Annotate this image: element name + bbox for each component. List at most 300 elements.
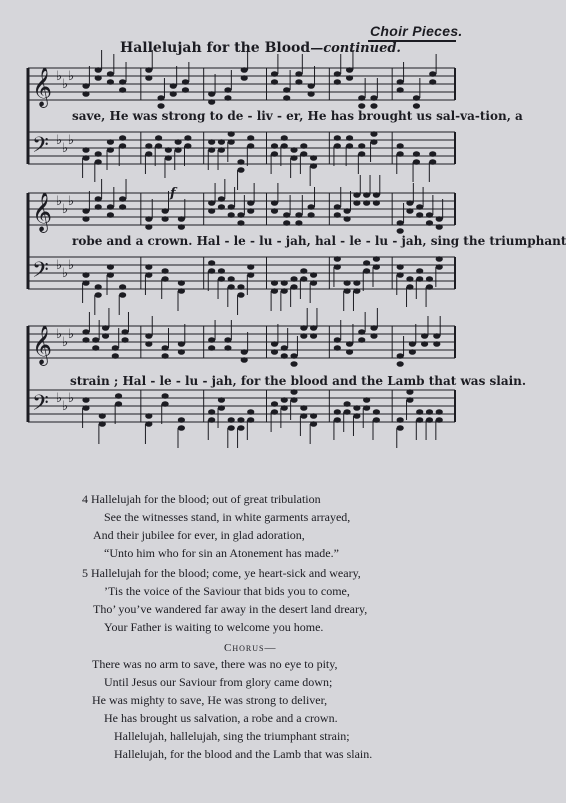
note-head xyxy=(406,276,413,282)
note-head xyxy=(429,159,436,165)
note-head xyxy=(165,155,172,161)
note-head xyxy=(281,405,288,411)
note-head xyxy=(334,143,341,149)
note-head xyxy=(107,139,114,145)
note-head xyxy=(155,135,162,141)
note-head xyxy=(247,208,254,214)
note-head xyxy=(162,268,169,274)
note-head xyxy=(119,135,126,141)
note-head xyxy=(353,413,360,419)
note-head xyxy=(416,409,423,415)
note-head xyxy=(300,143,307,149)
note-head xyxy=(334,135,341,141)
note-head xyxy=(310,333,317,339)
note-head xyxy=(370,333,377,339)
note-head xyxy=(281,353,288,359)
note-head xyxy=(82,329,89,335)
note-head xyxy=(334,212,341,218)
note-head xyxy=(421,341,428,347)
hymn-title-suffix: —continued. xyxy=(310,41,401,56)
note-head xyxy=(145,264,152,270)
note-head xyxy=(334,337,341,343)
note-head xyxy=(119,284,126,290)
note-head xyxy=(310,163,317,169)
flat-icon: ♭ xyxy=(56,391,63,406)
note-head xyxy=(92,337,99,343)
note-head xyxy=(162,216,169,222)
note-head xyxy=(409,341,416,347)
note-head xyxy=(373,264,380,270)
note-head xyxy=(237,417,244,423)
bass-clef-icon: 𝄢 xyxy=(32,258,49,288)
note-head xyxy=(373,417,380,423)
note-head xyxy=(363,200,370,206)
note-head xyxy=(115,393,122,399)
music-lyric-line-3: strain ; Hal - le - lu - jah, for the blood and the Lamb that was slain. xyxy=(70,374,527,388)
note-head xyxy=(182,87,189,93)
note-head xyxy=(247,143,254,149)
note-head xyxy=(436,256,443,262)
note-head xyxy=(237,292,244,298)
note-head xyxy=(373,256,380,262)
note-head xyxy=(413,103,420,109)
note-head xyxy=(433,341,440,347)
note-head xyxy=(397,228,404,234)
note-head xyxy=(247,272,254,278)
note-head xyxy=(358,95,365,101)
note-head xyxy=(208,147,215,153)
note-head xyxy=(370,139,377,145)
note-head xyxy=(82,272,89,278)
note-head xyxy=(112,345,119,351)
note-head xyxy=(247,135,254,141)
note-head xyxy=(426,284,433,290)
note-head xyxy=(157,103,164,109)
note-head xyxy=(358,337,365,343)
note-head xyxy=(436,264,443,270)
note-head xyxy=(82,405,89,411)
note-head xyxy=(145,413,152,419)
note-head xyxy=(82,208,89,214)
note-head xyxy=(429,79,436,85)
note-head xyxy=(300,333,307,339)
note-head xyxy=(224,345,231,351)
note-head xyxy=(281,345,288,351)
note-head xyxy=(397,151,404,157)
note-head xyxy=(218,268,225,274)
note-head xyxy=(295,212,302,218)
note-head xyxy=(370,103,377,109)
note-head xyxy=(208,200,215,206)
note-head xyxy=(406,208,413,214)
note-head xyxy=(208,417,215,423)
note-head xyxy=(310,155,317,161)
note-head xyxy=(162,345,169,351)
note-head xyxy=(224,87,231,93)
note-head xyxy=(165,147,172,153)
note-head xyxy=(119,87,126,93)
verse-5-line-1: 5 Hallelujah for the blood; come, ye heart-sick and weary, xyxy=(82,566,361,580)
note-head xyxy=(119,196,126,202)
note-head xyxy=(416,417,423,423)
note-head xyxy=(218,397,225,403)
note-head xyxy=(271,143,278,149)
note-head xyxy=(353,200,360,206)
note-head xyxy=(99,413,106,419)
note-head xyxy=(271,280,278,286)
note-head xyxy=(112,353,119,359)
note-head xyxy=(237,212,244,218)
note-head xyxy=(406,397,413,403)
note-head xyxy=(107,212,114,218)
verse-5-line-3: Tho’ you’ve wandered far away in the desert land dreary, xyxy=(93,602,368,616)
note-head xyxy=(429,71,436,77)
verse-4-line-1: 4 Hallelujah for the blood; out of great tribulation xyxy=(82,492,321,506)
note-head xyxy=(281,135,288,141)
note-head xyxy=(247,200,254,206)
note-head xyxy=(308,212,315,218)
note-head xyxy=(208,208,215,214)
note-head xyxy=(208,409,215,415)
note-head xyxy=(107,147,114,153)
note-head xyxy=(228,417,235,423)
note-head xyxy=(346,67,353,73)
flat-icon: ♭ xyxy=(62,335,69,350)
note-head xyxy=(344,280,351,286)
section-header: Choir Pieces. xyxy=(370,23,463,39)
note-head xyxy=(295,79,302,85)
verse-4-line-2: See the witnesses stand, in white garments arrayed, xyxy=(104,510,351,524)
note-head xyxy=(334,256,341,262)
note-head xyxy=(241,357,248,363)
treble-clef-icon: 𝄞 xyxy=(32,325,53,365)
note-head xyxy=(290,353,297,359)
note-head xyxy=(145,67,152,73)
note-head xyxy=(218,147,225,153)
flat-icon: ♭ xyxy=(56,327,63,342)
note-head xyxy=(426,276,433,282)
note-head xyxy=(102,325,109,331)
note-head xyxy=(353,280,360,286)
note-head xyxy=(413,95,420,101)
note-head xyxy=(224,95,231,101)
note-head xyxy=(95,196,102,202)
note-head xyxy=(334,204,341,210)
note-head xyxy=(145,421,152,427)
note-head xyxy=(95,292,102,298)
note-head xyxy=(271,200,278,206)
treble-clef-icon: 𝄞 xyxy=(32,67,53,107)
note-head xyxy=(241,349,248,355)
note-head xyxy=(145,151,152,157)
note-head xyxy=(334,264,341,270)
bass-clef-icon: 𝄢 xyxy=(32,133,49,163)
note-head xyxy=(290,361,297,367)
note-head xyxy=(162,393,169,399)
note-head xyxy=(237,167,244,173)
note-head xyxy=(334,417,341,423)
forte-mark: f xyxy=(170,186,176,201)
note-head xyxy=(353,192,360,198)
note-head xyxy=(416,204,423,210)
note-head xyxy=(228,212,235,218)
note-head xyxy=(107,264,114,270)
note-head xyxy=(433,333,440,339)
note-head xyxy=(370,95,377,101)
note-head xyxy=(107,71,114,77)
note-head xyxy=(184,143,191,149)
note-head xyxy=(237,220,244,226)
note-head xyxy=(119,79,126,85)
note-head xyxy=(121,329,128,335)
note-head xyxy=(241,75,248,81)
note-head xyxy=(290,389,297,395)
bass-clef-icon: 𝄢 xyxy=(32,391,49,421)
note-head xyxy=(145,216,152,222)
verse-4-line-4: “Unto him who for sin an Atonement has made.” xyxy=(104,546,339,560)
flat-icon: ♭ xyxy=(62,77,69,92)
note-head xyxy=(413,151,420,157)
note-head xyxy=(310,325,317,331)
note-head xyxy=(363,405,370,411)
note-head xyxy=(92,345,99,351)
note-head xyxy=(95,204,102,210)
note-head xyxy=(271,349,278,355)
note-head xyxy=(310,413,317,419)
verse-5-line-4: Your Father is waiting to welcome you home. xyxy=(104,620,324,634)
flat-icon: ♭ xyxy=(56,258,63,273)
flat-icon: ♭ xyxy=(68,327,75,342)
note-head xyxy=(426,212,433,218)
hymn-title xyxy=(120,40,401,56)
note-head xyxy=(82,280,89,286)
note-head xyxy=(281,397,288,403)
flat-icon: ♭ xyxy=(56,69,63,84)
note-head xyxy=(346,135,353,141)
music-lyric-line-2: robe and a crown. Hal - le - lu - jah, hal - le - lu - jah, sing the triumphant xyxy=(72,234,566,248)
chorus-line-2: Until Jesus our Saviour from glory came down; xyxy=(104,675,333,689)
note-head xyxy=(107,79,114,85)
note-head xyxy=(363,260,370,266)
note-head xyxy=(281,280,288,286)
note-head xyxy=(170,91,177,97)
note-head xyxy=(224,337,231,343)
note-head xyxy=(281,143,288,149)
note-head xyxy=(95,75,102,81)
note-head xyxy=(178,417,185,423)
note-head xyxy=(397,143,404,149)
note-head xyxy=(397,264,404,270)
note-head xyxy=(363,192,370,198)
note-head xyxy=(208,345,215,351)
note-head xyxy=(300,151,307,157)
note-head xyxy=(175,139,182,145)
note-head xyxy=(208,337,215,343)
note-head xyxy=(184,135,191,141)
flat-icon: ♭ xyxy=(68,258,75,273)
note-head xyxy=(178,216,185,222)
note-head xyxy=(208,268,215,274)
note-head xyxy=(358,329,365,335)
note-head xyxy=(82,216,89,222)
flat-icon: ♭ xyxy=(56,194,63,209)
note-head xyxy=(346,75,353,81)
note-head xyxy=(429,151,436,157)
note-head xyxy=(271,409,278,415)
note-head xyxy=(178,425,185,431)
note-head xyxy=(95,67,102,73)
note-head xyxy=(145,224,152,230)
note-head xyxy=(82,337,89,343)
note-head xyxy=(358,143,365,149)
note-head xyxy=(170,83,177,89)
note-head xyxy=(119,143,126,149)
note-head xyxy=(145,333,152,339)
treble-clef-icon: 𝄞 xyxy=(32,192,53,232)
note-head xyxy=(406,284,413,290)
note-head xyxy=(271,71,278,77)
note-head xyxy=(308,204,315,210)
flat-icon: ♭ xyxy=(68,69,75,84)
note-head xyxy=(397,79,404,85)
note-head xyxy=(436,216,443,222)
chorus-line-3: He was mighty to save, He was strong to deliver, xyxy=(92,693,328,707)
note-head xyxy=(344,401,351,407)
note-head xyxy=(82,147,89,153)
note-head xyxy=(334,79,341,85)
note-head xyxy=(300,325,307,331)
note-head xyxy=(145,341,152,347)
note-head xyxy=(283,95,290,101)
note-head xyxy=(82,397,89,403)
note-head xyxy=(300,276,307,282)
note-head xyxy=(406,200,413,206)
note-head xyxy=(82,91,89,97)
note-head xyxy=(397,272,404,278)
note-head xyxy=(310,421,317,427)
note-head xyxy=(397,425,404,431)
note-head xyxy=(426,409,433,415)
note-head xyxy=(370,131,377,137)
note-head xyxy=(157,95,164,101)
note-head xyxy=(358,103,365,109)
note-head xyxy=(228,276,235,282)
note-head xyxy=(346,349,353,355)
note-head xyxy=(155,143,162,149)
note-head xyxy=(178,288,185,294)
note-head xyxy=(397,417,404,423)
note-head xyxy=(162,208,169,214)
verse-5-line-2: ’Tis the voice of the Saviour that bids you to come, xyxy=(104,584,350,598)
note-head xyxy=(334,345,341,351)
note-head xyxy=(426,220,433,226)
note-head xyxy=(119,204,126,210)
note-head xyxy=(271,401,278,407)
note-head xyxy=(283,220,290,226)
note-head xyxy=(271,288,278,294)
note-head xyxy=(182,79,189,85)
note-head xyxy=(208,91,215,97)
note-head xyxy=(346,341,353,347)
note-head xyxy=(247,409,254,415)
note-head xyxy=(300,405,307,411)
note-head xyxy=(283,87,290,93)
note-head xyxy=(218,276,225,282)
note-head xyxy=(353,405,360,411)
chorus-line-5: Hallelujah, hallelujah, sing the triumphant strain; xyxy=(114,729,350,743)
note-head xyxy=(281,288,288,294)
music-lyric-line-1: save, He was strong to de - liv - er, He has brought us sal-va-tion, a xyxy=(72,109,523,123)
note-head xyxy=(218,196,225,202)
hymn-title-main: Hallelujah for the Blood xyxy=(120,40,311,56)
note-head xyxy=(95,151,102,157)
note-head xyxy=(228,131,235,137)
note-head xyxy=(208,260,215,266)
note-head xyxy=(228,425,235,431)
note-head xyxy=(300,268,307,274)
note-head xyxy=(363,268,370,274)
note-head xyxy=(102,333,109,339)
note-head xyxy=(237,284,244,290)
note-head xyxy=(271,151,278,157)
chorus-line-1: There was no arm to save, there was no eye to pity, xyxy=(92,657,338,671)
note-head xyxy=(436,417,443,423)
note-head xyxy=(413,159,420,165)
note-head xyxy=(308,91,315,97)
note-head xyxy=(247,417,254,423)
note-head xyxy=(218,139,225,145)
flat-icon: ♭ xyxy=(62,141,69,156)
note-head xyxy=(358,151,365,157)
note-head xyxy=(436,409,443,415)
note-head xyxy=(218,405,225,411)
note-head xyxy=(295,220,302,226)
note-head xyxy=(119,292,126,298)
note-head xyxy=(271,79,278,85)
note-head xyxy=(295,71,302,77)
chorus-line-4: He has brought us salvation, a robe and a crown. xyxy=(104,711,338,725)
note-head xyxy=(344,288,351,294)
flat-icon: ♭ xyxy=(68,133,75,148)
note-head xyxy=(145,272,152,278)
note-head xyxy=(121,337,128,343)
note-head xyxy=(115,401,122,407)
note-head xyxy=(346,143,353,149)
note-head xyxy=(334,409,341,415)
note-head xyxy=(178,224,185,230)
note-head xyxy=(397,353,404,359)
note-head xyxy=(373,200,380,206)
note-head xyxy=(271,208,278,214)
note-head xyxy=(363,397,370,403)
note-head xyxy=(397,87,404,93)
note-head xyxy=(344,409,351,415)
flat-icon: ♭ xyxy=(62,202,69,217)
chorus-heading: Chorus— xyxy=(224,642,277,654)
note-head xyxy=(310,272,317,278)
note-head xyxy=(95,284,102,290)
note-head xyxy=(162,401,169,407)
note-head xyxy=(421,333,428,339)
note-head xyxy=(344,216,351,222)
flat-icon: ♭ xyxy=(68,391,75,406)
note-head xyxy=(178,341,185,347)
note-head xyxy=(228,284,235,290)
note-head xyxy=(107,204,114,210)
note-head xyxy=(145,75,152,81)
note-head xyxy=(397,361,404,367)
note-head xyxy=(426,417,433,423)
